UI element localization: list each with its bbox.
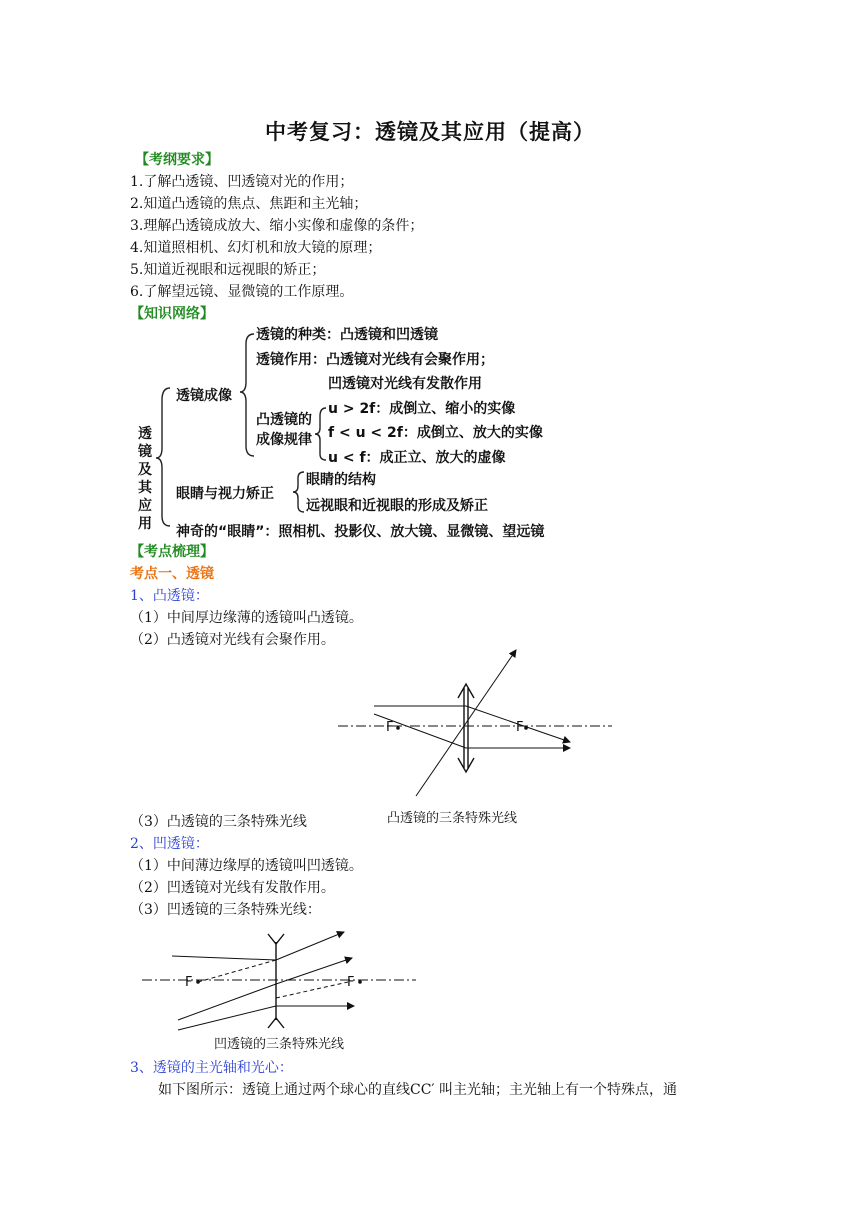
convex-lens-title: 1、凸透镜：	[130, 588, 209, 604]
concave-lens-diagram	[138, 920, 420, 1058]
focus-label: F	[185, 975, 193, 990]
points-header: 【考点梳理】	[130, 544, 214, 560]
network-root-char: 应	[138, 498, 152, 514]
convex-lens-item: （1）中间厚边缘薄的透镜叫凸透镜。	[130, 610, 363, 626]
axis-title: 3、透镜的主光轴和光心：	[130, 1060, 293, 1076]
network-lens-effect-concave: 凹透镜对光线有发散作用	[328, 376, 482, 392]
convex-lens-item: （3）凸透镜的三条特殊光线	[130, 814, 307, 830]
network-lens-effect-convex: 透镜作用：凸透镜对光线有会聚作用；	[256, 352, 494, 368]
outline-item: 6.了解望远镜、显微镜的工作原理。	[130, 284, 354, 300]
network-rule-item: f < u < 2f：成倒立、放大的实像	[328, 425, 543, 441]
network-rule-item: u < f：成正立、放大的虚像	[328, 450, 506, 466]
outline-item: 4.知道照相机、幻灯机和放大镜的原理；	[130, 240, 382, 256]
network-rule-label: 成像规律	[256, 432, 312, 448]
network-branch-lens-imaging: 透镜成像	[176, 388, 232, 404]
convex-lens-item: （2）凸透镜对光线有会聚作用。	[130, 632, 335, 648]
axis-paragraph: 如下图所示：透镜上通过两个球心的直线CC′ 叫主光轴；主光轴上有一个特殊点，通	[158, 1082, 678, 1098]
outline-item: 5.知道近视眼和远视眼的矫正；	[130, 262, 326, 278]
knowledge-network-diagram	[130, 320, 580, 548]
concave-lens-item: （1）中间薄边缘厚的透镜叫凹透镜。	[130, 858, 363, 874]
point-one-title: 考点一、透镜	[130, 566, 214, 582]
outline-item: 2.知道凸透镜的焦点、焦距和主光轴；	[130, 196, 368, 212]
network-rule-label: 凸透镜的	[256, 412, 312, 428]
concave-lens-item: （3）凹透镜的三条特殊光线：	[130, 902, 321, 918]
focus-label: F	[347, 975, 355, 990]
network-lens-kinds: 透镜的种类：凸透镜和凹透镜	[256, 327, 438, 343]
outline-header: 【考纲要求】	[135, 152, 219, 168]
concave-lens-title: 2、凹透镜：	[130, 836, 209, 852]
network-root-char: 其	[138, 480, 152, 496]
network-root-char: 透	[138, 426, 152, 442]
network-root-char: 及	[138, 462, 152, 478]
concave-lens-item: （2）凹透镜对光线有发散作用。	[130, 880, 335, 896]
focus-label: F	[516, 720, 524, 735]
network-header: 【知识网络】	[130, 306, 214, 322]
network-root-char: 用	[138, 516, 152, 532]
page-title: 中考复习：透镜及其应用（提高）	[265, 119, 595, 144]
network-eye-item: 远视眼和近视眼的形成及矫正	[306, 498, 488, 514]
outline-item: 3.理解凸透镜成放大、缩小实像和虚像的条件；	[130, 218, 424, 234]
network-eye-item: 眼睛的结构	[306, 472, 376, 488]
convex-diagram-caption: 凸透镜的三条特殊光线	[387, 811, 518, 826]
focus-label: F	[386, 720, 394, 735]
network-root-char: 镜	[138, 444, 152, 460]
outline-item: 1.了解凸透镜、凹透镜对光的作用；	[130, 174, 354, 190]
concave-diagram-caption: 凹透镜的三条特殊光线	[214, 1037, 345, 1052]
network-rule-item: u > 2f：成倒立、缩小的实像	[328, 401, 516, 417]
convex-lens-diagram	[330, 644, 620, 830]
network-branch-magic-eye: 神奇的“眼睛”：照相机、投影仪、放大镜、显微镜、望远镜	[176, 524, 545, 540]
network-branch-eye: 眼睛与视力矫正	[176, 486, 274, 502]
